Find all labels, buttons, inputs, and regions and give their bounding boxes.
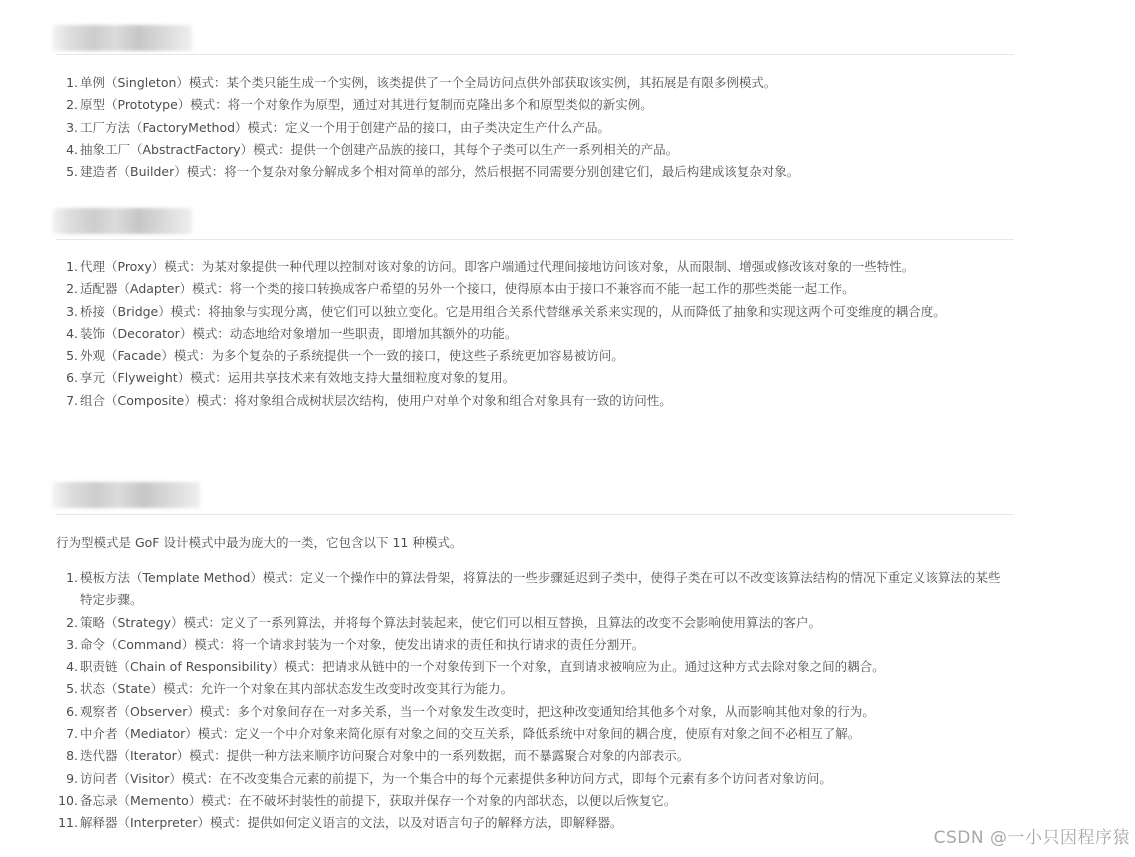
csdn-watermark: CSDN @一小只因程序猿	[933, 828, 1130, 848]
section-heading-behavioral	[56, 480, 1014, 515]
list-item: 2. 适配器（Adapter）模式：将一个类的接口转换成客户希望的另外一个接口，使得原本由于接口不兼容而不能一起工作的那些类能一起工作。	[66, 281, 855, 297]
behavioral-intro-text: 行为型模式是 GoF 设计模式中最为庞大的一类，它包含以下 11 种模式。	[56, 535, 463, 550]
blurred-heading-text	[52, 482, 200, 508]
list-item: 1. 单例（Singleton）模式：某个类只能生成一个实例，该类提供了一个全局访问点供外部获取该实例，其拓展是有限多例模式。	[66, 75, 777, 90]
list-item: 2. 策略（Strategy）模式：定义了一系列算法，并将每个算法封装起来，使它们可以相互替换，且算法的改变不会影响使用算法的客户。	[66, 614, 822, 630]
list-item: 7. 组合（Composite）模式：将对象组合成树状层次结构，使用户对单个对象和组合对象具有一致的访问性。	[66, 392, 672, 408]
behavioral-pattern-list	[56, 567, 1008, 835]
list-item: 5. 外观（Facade）模式：为多个复杂的子系统提供一个一致的接口，使这些子系统更加容易被访问。	[66, 348, 624, 364]
list-item: 10. 备忘录（Memento）模式：在不破坏封装性的前提下，获取并保存一个对象的内部状态，以便以后恢复它。	[58, 792, 677, 808]
list-item: 6. 观察者（Observer）模式：多个对象间存在一对多关系，当一个对象发生改变时，把这种改变通知给其他多个对象，从而影响其他对象的行为。	[66, 703, 875, 719]
list-item: 1. 代理（Proxy）模式：为某对象提供一种代理以控制对该对象的访问。即客户端通过代理间接地访问该对象，从而限制、增强或修改该对象的一些特性。	[66, 259, 915, 274]
list-item: 3. 桥接（Bridge）模式：将抽象与实现分离，使它们可以独立变化。它是用组合关系代替继承关系来实现的，从而降低了抽象和实现这两个可变维度的耦合度。	[66, 303, 946, 319]
list-item: 5. 状态（State）模式：允许一个对象在其内部状态发生改变时改变其行为能力。	[66, 681, 514, 697]
list-item: 2. 原型（Prototype）模式：将一个对象作为原型，通过对其进行复制而克隆出多个和原型类似的新实例。	[66, 97, 653, 113]
list-item: 9. 访问者（Visitor）模式：在不改变集合元素的前提下，为一个集合中的每个元素提供多种访问方式，即每个元素有多个访问者对象访问。	[66, 770, 832, 786]
blurred-heading-text	[52, 208, 192, 234]
list-item: 7. 中介者（Mediator）模式：定义一个中介对象来简化原有对象之间的交互关系，降低系统中对象间的耦合度，使原有对象之间不必相互了解。	[66, 726, 861, 742]
list-item: 6. 享元（Flyweight）模式：运用共享技术来有效地支持大量细粒度对象的复用。	[66, 370, 516, 386]
list-item: 4. 职责链（Chain of Responsibility）模式：把请求从链中的一个对象传到下一个对象，直到请求被响应为止。通过这种方式去除对象之间的耦合。	[66, 659, 885, 675]
blurred-heading-text	[52, 25, 192, 51]
structural-pattern-list	[56, 256, 1008, 412]
list-item: 4. 装饰（Decorator）模式：动态地给对象增加一些职责，即增加其额外的功能。	[66, 325, 518, 341]
list-item: 5. 建造者（Builder）模式：将一个复杂对象分解成多个相对简单的部分，然后根据不同需要分别创建它们，最后构建成该复杂对象。	[66, 164, 800, 180]
creational-pattern-list	[56, 72, 1008, 183]
list-item: 1. 模板方法（Template Method）模式：定义一个操作中的算法骨架，将算法的一些步骤延迟到子类中，使得子类在可以不改变该算法结构的情况下重定义该算法的某些特定步骤。	[66, 570, 1001, 608]
list-item: 3. 工厂方法（FactoryMethod）模式：定义一个用于创建产品的接口，由子类决定生产什么产品。	[66, 119, 611, 135]
list-item: 4. 抽象工厂（AbstractFactory）模式：提供一个创建产品族的接口，其每个子类可以生产一系列相关的产品。	[66, 141, 679, 157]
section-heading-structural	[56, 206, 1014, 240]
list-item: 8. 迭代器（Iterator）模式：提供一种方法来顺序访问聚合对象中的一系列数据，而不暴露聚合对象的内部表示。	[66, 748, 690, 764]
list-item: 11. 解释器（Interpreter）模式：提供如何定义语言的文法，以及对语言句子的解释方法，即解释器。	[58, 815, 623, 831]
list-item: 3. 命令（Command）模式：将一个请求封装为一个对象，使发出请求的责任和执行请求的责任分割开。	[66, 636, 645, 652]
section-heading-creational	[56, 22, 1014, 55]
